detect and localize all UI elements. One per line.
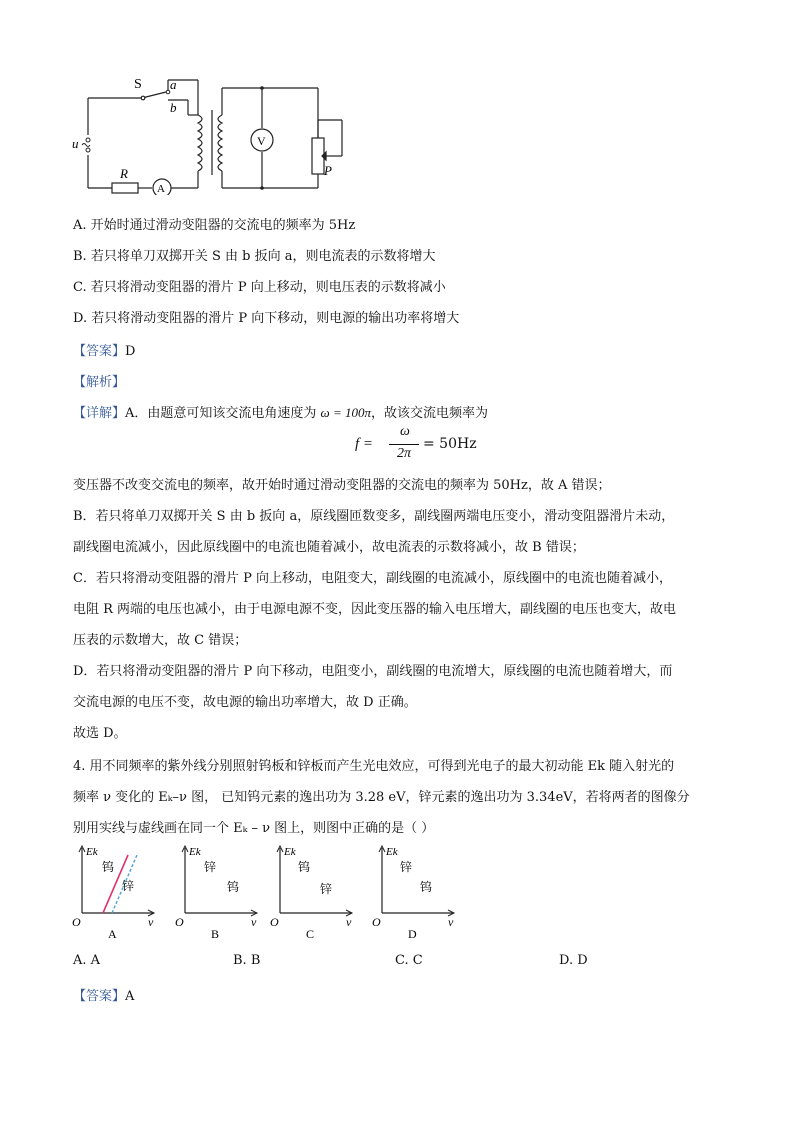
zinc-label: 锌 xyxy=(122,879,135,893)
formula-f: f = xyxy=(355,436,374,452)
omega-equation: ω = 100π xyxy=(320,405,372,420)
option-b: B. 若只将单刀双掷开关 S 由 b 扳向 a，则电流表的示数将增大 xyxy=(73,249,436,264)
option-d: D. 若只将滑动变阻器的滑片 P 向下移动，则电源的输出功率将增大 xyxy=(73,311,460,326)
graph-label: C xyxy=(306,927,315,941)
detail-intro-tail: ，故该交流电频率为 xyxy=(371,406,489,421)
q4-line-2: 频率 ν 变化的 Eₖ–ν 图， 已知钨元素的逸出功为 3.28 eV，锌元素的逸出功为 3.34eV，若将两者的图像分 xyxy=(73,790,690,805)
formula-result: = 50Hz xyxy=(423,436,477,452)
choice-d: D. D xyxy=(559,953,588,968)
detail-line-1: 变压器不改变交流电的频率，故开始时通过滑动变阻器的交流电的频率为 50Hz，故 A 错误； xyxy=(73,478,611,493)
origin-label: O xyxy=(372,915,381,929)
answer-value: D xyxy=(125,344,136,359)
detail-intro-text: A．由题意可知该交流电角速度为 xyxy=(125,406,317,421)
graph-label: B xyxy=(211,927,220,941)
y-axis-label: Ek xyxy=(86,846,98,858)
detail-line-7: D．若只将滑动变阻器的滑片 P 向下移动，电阻变小，副线圈的电流增大，原线圈的电流也随着增大，而 xyxy=(73,664,673,679)
answer-1 xyxy=(73,340,135,359)
tungsten-label: 钨 xyxy=(227,880,240,894)
tungsten-label: 钨 xyxy=(102,860,115,874)
detail-line-3: 副线圈电流减小，因此原线圈中的电流也随着减小，故电流表的示数将减小，故 B 错误； xyxy=(73,540,585,555)
answer-2 xyxy=(73,985,134,1004)
detail-line-4: C．若只将滑动变阻器的滑片 P 向上移动，电阻变大，副线圈的电流减小，原线圈中的电流也随着减小， xyxy=(73,571,672,586)
graph-a xyxy=(72,843,162,943)
answer-value: A xyxy=(125,989,135,1004)
y-axis-label: Ek xyxy=(284,846,296,858)
zinc-label: 锌 xyxy=(320,882,333,896)
y-axis-label: Ek xyxy=(386,846,398,858)
label-a: a xyxy=(170,77,177,92)
choice-b: B. B xyxy=(233,953,261,968)
detail-line-9: 故选 D。 xyxy=(73,726,127,741)
x-axis-label: ν xyxy=(148,915,154,929)
graph-label: D xyxy=(408,927,417,941)
choice-c: C. C xyxy=(395,953,423,968)
graph-b xyxy=(175,843,265,943)
label-b: b xyxy=(170,100,177,115)
detail-line-2: B．若只将单刀双掷开关 S 由 b 扳向 a，原线圈匝数变多，副线圈两端电压变小，滑动变阻器滑片未动， xyxy=(73,509,675,524)
choice-a: A. A xyxy=(73,953,101,968)
zinc-label: 锌 xyxy=(400,860,413,874)
formula-numerator: ω xyxy=(400,424,410,439)
detail-line-6: 压表的示数增大，故 C 错误； xyxy=(73,633,248,648)
tungsten-label: 钨 xyxy=(420,880,433,894)
y-axis-label: Ek xyxy=(189,846,201,858)
x-axis-label: ν xyxy=(251,915,257,929)
formula-denominator: 2π xyxy=(396,446,411,461)
origin-label: O xyxy=(72,915,81,929)
answer-tag: 【答案】 xyxy=(73,989,126,1004)
option-c: C. 若只将滑动变阻器的滑片 P 向上移动，则电压表的示数将减小 xyxy=(73,280,446,295)
q4-line-1: 4. 用不同频率的紫外线分别照射钨板和锌板而产生光电效应，可得到光电子的最大初动能 Ek 随入射光的 xyxy=(73,759,675,774)
detail-intro xyxy=(73,402,488,421)
label-P: P xyxy=(324,163,332,178)
label-R: R xyxy=(120,166,128,181)
answer-tag: 【答案】 xyxy=(73,344,126,359)
graph-label: A xyxy=(108,927,117,941)
q4-line-3: 别用实线与虚线画在同一个 Eₖ – ν 图上，则图中正确的是（ ） xyxy=(73,821,435,836)
label-u: u xyxy=(72,136,79,151)
label-V: V xyxy=(257,134,266,148)
graph-c xyxy=(270,843,360,943)
analysis-tag: 【解析】 xyxy=(73,375,126,390)
x-axis-label: ν xyxy=(448,915,454,929)
graph-d xyxy=(372,843,462,943)
label-A: A xyxy=(157,183,165,195)
detail-line-8: 交流电源的电压不变，故电源的输出功率增大，故 D 正确。 xyxy=(73,695,417,710)
label-S: S xyxy=(134,77,142,92)
zinc-label: 锌 xyxy=(204,860,217,874)
origin-label: O xyxy=(175,915,184,929)
fraction-bar xyxy=(389,444,419,445)
origin-label: O xyxy=(270,915,279,929)
option-a: A. 开始时通过滑动变阻器的交流电的频率为 5Hz xyxy=(73,218,356,233)
circuit-diagram xyxy=(70,70,370,195)
x-axis-label: ν xyxy=(346,915,352,929)
tungsten-label: 钨 xyxy=(298,860,311,874)
detail-line-5: 电阻 R 两端的电压也减小，由于电源电源不变，因此变压器的输入电压增大，副线圈的电压也变大，故电 xyxy=(73,602,677,617)
detail-tag: 【详解】 xyxy=(73,406,126,421)
